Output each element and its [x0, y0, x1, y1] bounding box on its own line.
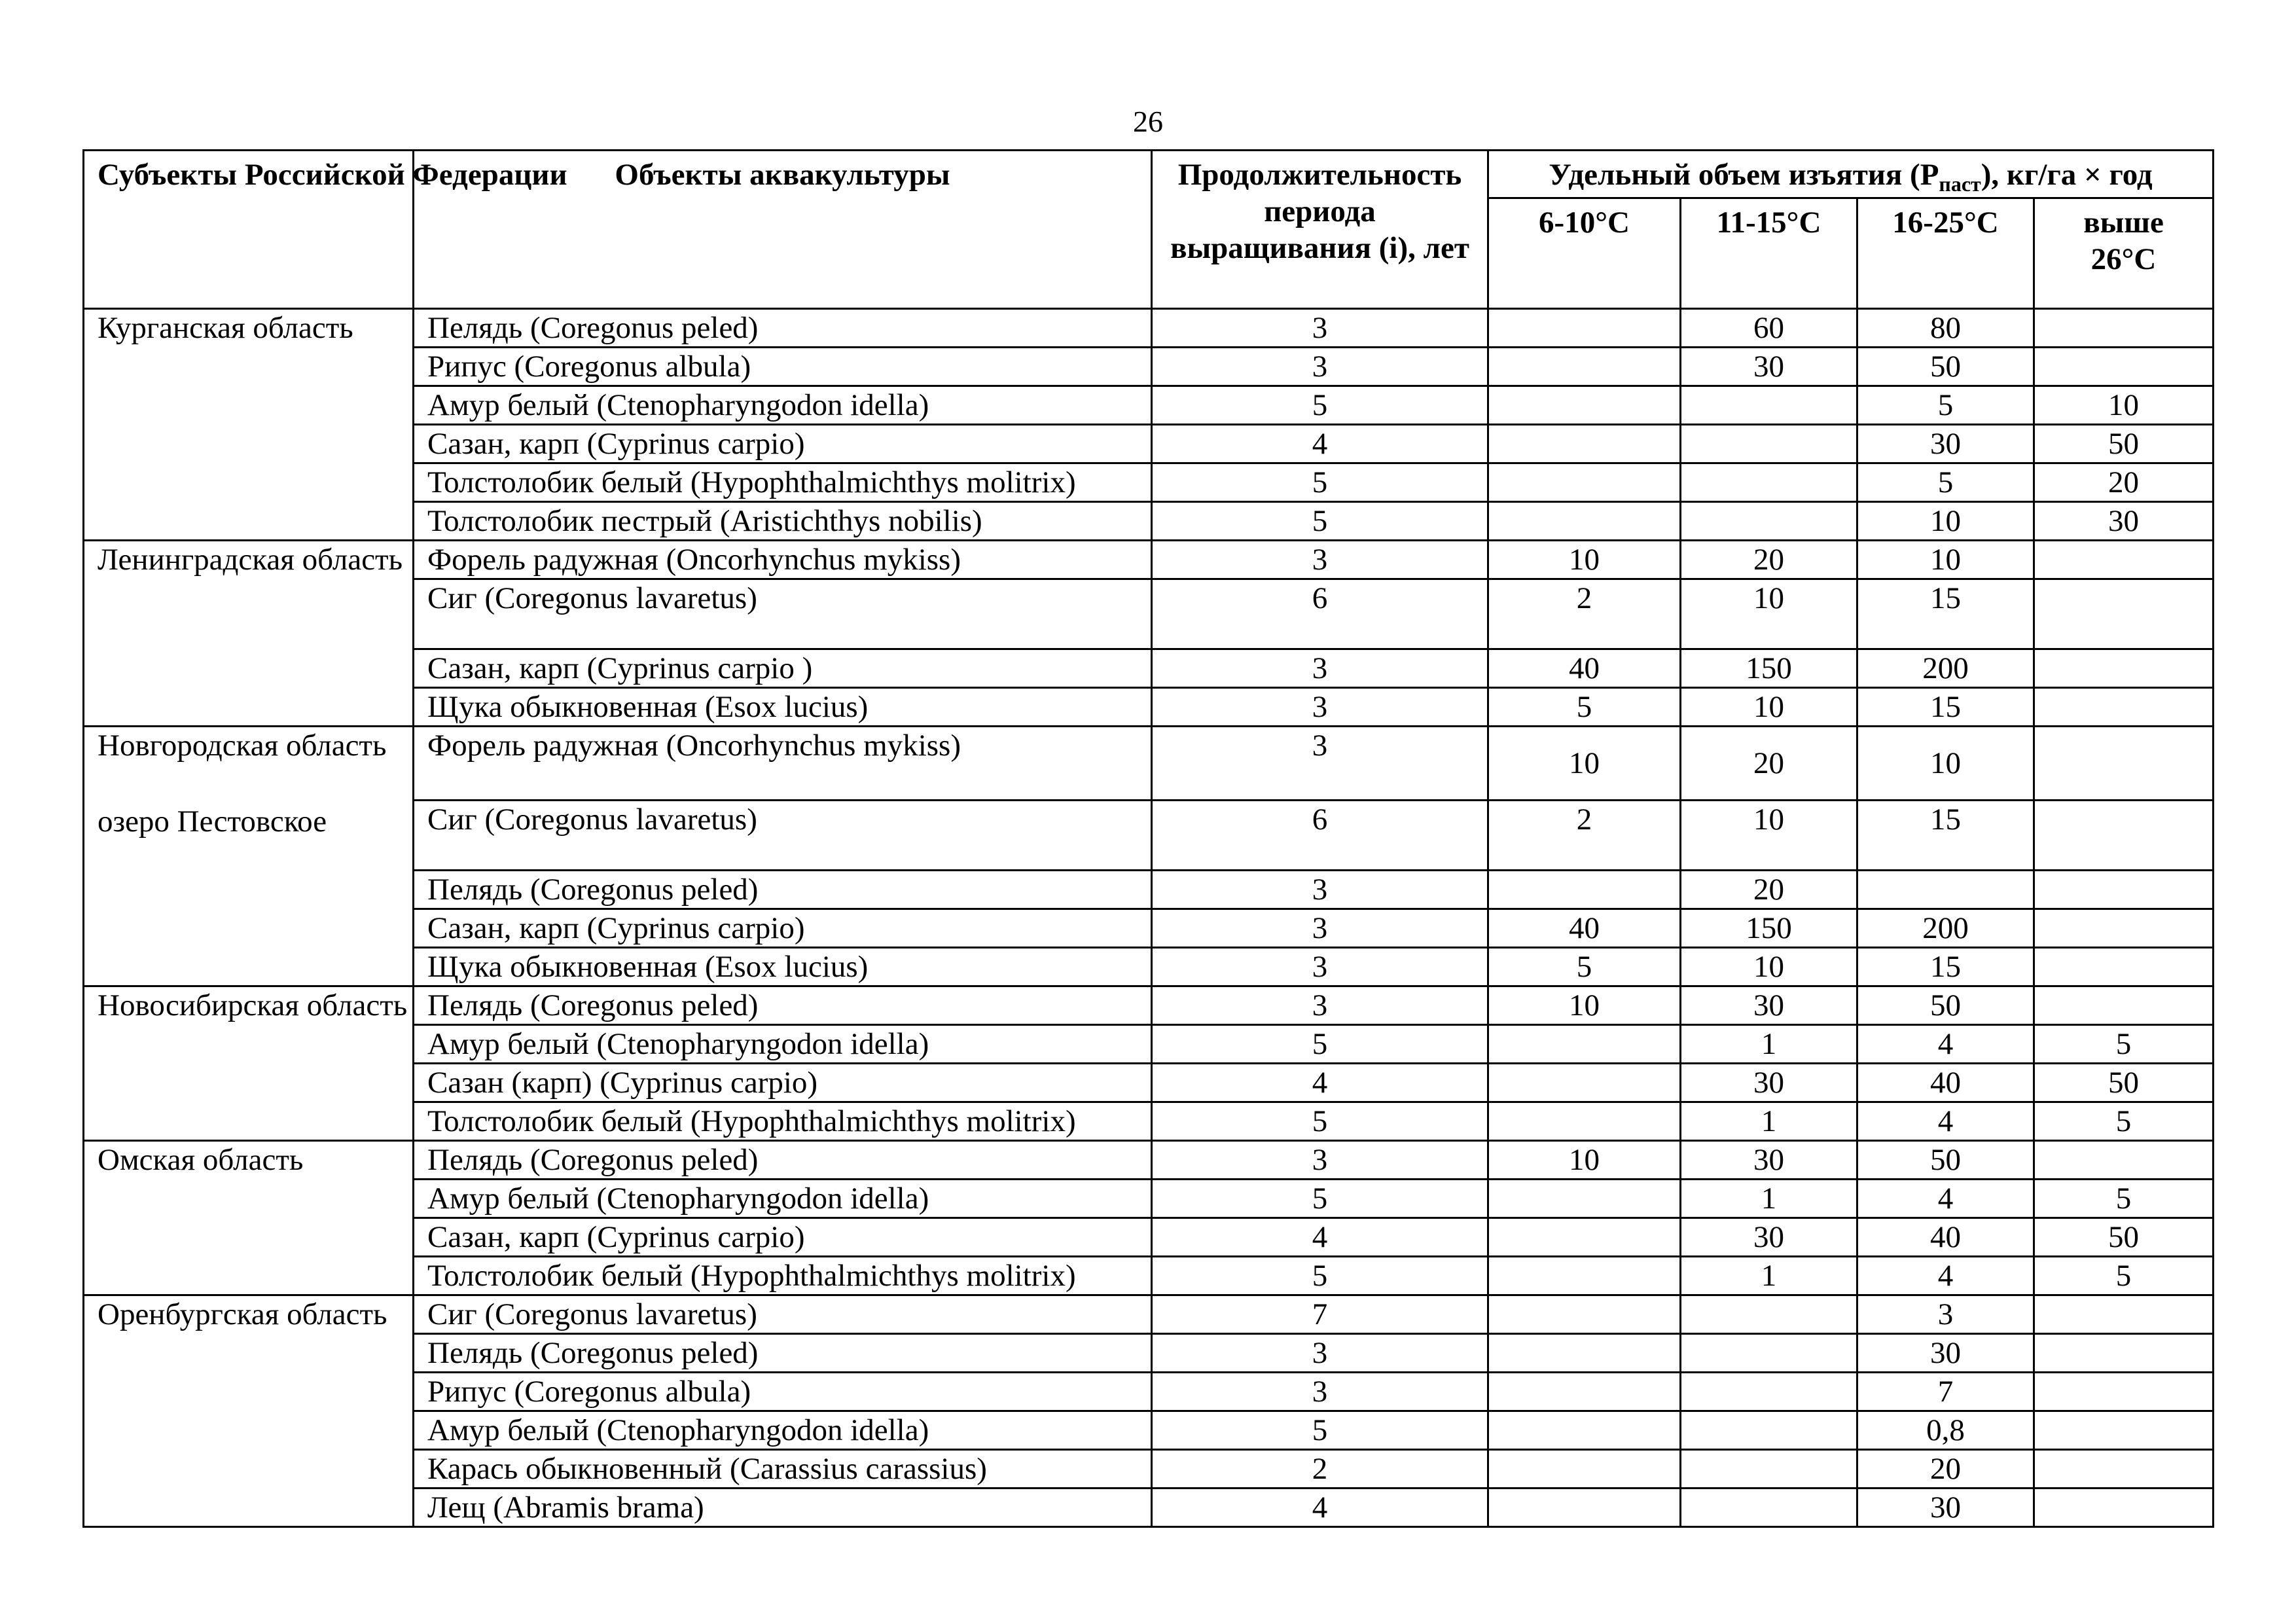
- object-cell: Толстолобик белый (Hypophthalmichthys molitrix): [414, 1102, 1152, 1141]
- t4-cell: [2034, 1450, 2214, 1489]
- period-cell: 3: [1152, 541, 1488, 579]
- t1-cell: [1488, 386, 1681, 425]
- t3-cell: 40: [1857, 1218, 2034, 1257]
- t2-cell: [1681, 1489, 1857, 1527]
- object-cell: Пелядь (Coregonus peled): [414, 871, 1152, 909]
- t2-cell: 60: [1681, 309, 1857, 348]
- t4-cell: [2034, 948, 2214, 986]
- t4-cell: [2034, 801, 2214, 871]
- t4-cell: [2034, 1141, 2214, 1180]
- table-row: [84, 541, 2214, 579]
- period-cell: 4: [1152, 1489, 1488, 1527]
- t1-cell: 40: [1488, 909, 1681, 948]
- period-cell: 3: [1152, 309, 1488, 348]
- t1-cell: [1488, 1450, 1681, 1489]
- t1-cell: [1488, 871, 1681, 909]
- t1-cell: [1488, 1102, 1681, 1141]
- region-cell: Ленинградская область: [84, 541, 414, 727]
- object-cell: Форель радужная (Oncorhynchus mykiss): [414, 541, 1152, 579]
- t1-cell: 10: [1488, 727, 1681, 801]
- t1-cell: 40: [1488, 649, 1681, 688]
- region-cell: [84, 727, 414, 986]
- object-cell: Сиг (Coregonus lavaretus): [414, 579, 1152, 649]
- period-cell: 3: [1152, 649, 1488, 688]
- period-cell: 5: [1152, 386, 1488, 425]
- object-cell: Пелядь (Coregonus peled): [414, 986, 1152, 1025]
- period-cell: 3: [1152, 688, 1488, 727]
- t4-cell: [2034, 986, 2214, 1025]
- object-cell: Сиг (Coregonus lavaretus): [414, 801, 1152, 871]
- object-cell: Сазан, карп (Cyprinus carpio ): [414, 649, 1152, 688]
- header-object: Объекты аквакультуры: [414, 151, 1152, 309]
- t2-cell: [1681, 502, 1857, 541]
- t3-cell: 15: [1857, 579, 2034, 649]
- object-cell: Амур белый (Ctenopharyngodon idella): [414, 1180, 1152, 1218]
- t3-cell: 15: [1857, 948, 2034, 986]
- t2-cell: 30: [1681, 1218, 1857, 1257]
- t3-cell: 4: [1857, 1102, 2034, 1141]
- period-cell: 6: [1152, 579, 1488, 649]
- t4-cell: [2034, 1411, 2214, 1450]
- object-cell: Толстолобик пестрый (Aristichthys nobilis): [414, 502, 1152, 541]
- aquaculture-table: [82, 149, 2214, 1528]
- t3-cell: 4: [1857, 1180, 2034, 1218]
- header-temp-1: 6-10°С: [1488, 198, 1681, 309]
- header-group-title-post: ), кг/га × год: [1981, 158, 2153, 192]
- header-group-title-pre: Удельный объем изъятия (P: [1549, 158, 1939, 192]
- period-cell: 2: [1152, 1450, 1488, 1489]
- t3-cell: 10: [1857, 727, 2034, 801]
- period-cell: 5: [1152, 1180, 1488, 1218]
- t4-cell: [2034, 871, 2214, 909]
- t2-cell: 150: [1681, 649, 1857, 688]
- t4-cell: [2034, 1334, 2214, 1373]
- t1-cell: [1488, 1180, 1681, 1218]
- t3-cell: 10: [1857, 502, 2034, 541]
- t1-cell: 2: [1488, 579, 1681, 649]
- header-temp-4: выше 26°С: [2034, 198, 2214, 309]
- t1-cell: [1488, 1218, 1681, 1257]
- object-cell: Щука обыкновенная (Esox lucius): [414, 688, 1152, 727]
- table-row: [84, 309, 2214, 348]
- period-cell: 3: [1152, 1141, 1488, 1180]
- t2-cell: 150: [1681, 909, 1857, 948]
- t4-cell: [2034, 727, 2214, 801]
- t2-cell: 10: [1681, 688, 1857, 727]
- t4-cell: [2034, 579, 2214, 649]
- period-cell: 3: [1152, 871, 1488, 909]
- t2-cell: [1681, 386, 1857, 425]
- object-cell: Амур белый (Ctenopharyngodon idella): [414, 386, 1152, 425]
- t2-cell: 10: [1681, 948, 1857, 986]
- t4-cell: [2034, 541, 2214, 579]
- t2-cell: 20: [1681, 727, 1857, 801]
- t1-cell: [1488, 1334, 1681, 1373]
- t1-cell: [1488, 1411, 1681, 1450]
- region-cell: Курганская область: [84, 309, 414, 541]
- t4-cell: [2034, 348, 2214, 386]
- t2-cell: [1681, 1373, 1857, 1411]
- t3-cell: 30: [1857, 425, 2034, 463]
- region-cell: Оренбургская область: [84, 1295, 414, 1527]
- t1-cell: [1488, 502, 1681, 541]
- period-cell: 3: [1152, 348, 1488, 386]
- t3-cell: 50: [1857, 348, 2034, 386]
- t3-cell: 50: [1857, 1141, 2034, 1180]
- header-group-title: [1488, 151, 2214, 198]
- t3-cell: 4: [1857, 1257, 2034, 1295]
- header-row: [84, 151, 2214, 198]
- t4-cell: [2034, 649, 2214, 688]
- object-cell: Сиг (Coregonus lavaretus): [414, 1295, 1152, 1334]
- t3-cell: 3: [1857, 1295, 2034, 1334]
- t1-cell: [1488, 1373, 1681, 1411]
- t1-cell: [1488, 425, 1681, 463]
- period-cell: 4: [1152, 1218, 1488, 1257]
- header-temp-2: 11-15°С: [1681, 198, 1857, 309]
- t3-cell: 15: [1857, 688, 2034, 727]
- t3-cell: 0,8: [1857, 1411, 2034, 1450]
- t4-cell: 50: [2034, 1064, 2214, 1102]
- header-period: Продолжительность периода выращивания (i), лет: [1152, 151, 1488, 309]
- t3-cell: 50: [1857, 986, 2034, 1025]
- t2-cell: 1: [1681, 1102, 1857, 1141]
- t2-cell: 10: [1681, 801, 1857, 871]
- object-cell: Щука обыкновенная (Esox lucius): [414, 948, 1152, 986]
- t3-cell: 10: [1857, 541, 2034, 579]
- t4-cell: [2034, 909, 2214, 948]
- table-row: [84, 1141, 2214, 1180]
- period-cell: 3: [1152, 948, 1488, 986]
- object-cell: Пелядь (Coregonus peled): [414, 1334, 1152, 1373]
- t1-cell: 2: [1488, 801, 1681, 871]
- t2-cell: [1681, 1295, 1857, 1334]
- t2-cell: 30: [1681, 348, 1857, 386]
- object-cell: Сазан, карп (Cyprinus carpio): [414, 1218, 1152, 1257]
- t3-cell: 80: [1857, 309, 2034, 348]
- t2-cell: 10: [1681, 579, 1857, 649]
- t1-cell: 5: [1488, 688, 1681, 727]
- period-cell: 6: [1152, 801, 1488, 871]
- t4-cell: 50: [2034, 1218, 2214, 1257]
- t1-cell: 10: [1488, 986, 1681, 1025]
- table-row: [84, 986, 2214, 1025]
- t2-cell: 30: [1681, 1064, 1857, 1102]
- t4-cell: [2034, 309, 2214, 348]
- t2-cell: 1: [1681, 1180, 1857, 1218]
- period-cell: 5: [1152, 1102, 1488, 1141]
- object-cell: Пелядь (Coregonus peled): [414, 1141, 1152, 1180]
- t1-cell: 10: [1488, 1141, 1681, 1180]
- t1-cell: [1488, 1064, 1681, 1102]
- t2-cell: 1: [1681, 1257, 1857, 1295]
- t3-cell: 20: [1857, 1450, 2034, 1489]
- t4-cell: [2034, 1489, 2214, 1527]
- region-subname: озеро Пестовское: [98, 804, 327, 839]
- object-cell: Толстолобик белый (Hypophthalmichthys molitrix): [414, 1257, 1152, 1295]
- period-cell: 5: [1152, 1257, 1488, 1295]
- t1-cell: [1488, 1257, 1681, 1295]
- t2-cell: 30: [1681, 1141, 1857, 1180]
- table-row: [84, 1295, 2214, 1334]
- object-cell: Лещ (Abramis brama): [414, 1489, 1152, 1527]
- object-cell: Сазан, карп (Cyprinus carpio): [414, 425, 1152, 463]
- t2-cell: 1: [1681, 1025, 1857, 1064]
- t4-cell: [2034, 688, 2214, 727]
- period-cell: 5: [1152, 502, 1488, 541]
- period-cell: 3: [1152, 727, 1488, 801]
- t2-cell: 30: [1681, 986, 1857, 1025]
- t4-cell: 5: [2034, 1102, 2214, 1141]
- t1-cell: [1488, 1295, 1681, 1334]
- t4-cell: 20: [2034, 463, 2214, 502]
- object-cell: Амур белый (Ctenopharyngodon idella): [414, 1411, 1152, 1450]
- t3-cell: [1857, 871, 2034, 909]
- t4-cell: 50: [2034, 425, 2214, 463]
- period-cell: 4: [1152, 1064, 1488, 1102]
- t3-cell: 5: [1857, 386, 2034, 425]
- t1-cell: [1488, 309, 1681, 348]
- t4-cell: [2034, 1295, 2214, 1334]
- t4-cell: 5: [2034, 1025, 2214, 1064]
- t1-cell: [1488, 463, 1681, 502]
- header-temp-3: 16-25°С: [1857, 198, 2034, 309]
- region-cell: Омская область: [84, 1141, 414, 1295]
- t2-cell: [1681, 425, 1857, 463]
- t3-cell: 200: [1857, 909, 2034, 948]
- object-cell: Рипус (Coregonus albula): [414, 348, 1152, 386]
- object-cell: Рипус (Coregonus albula): [414, 1373, 1152, 1411]
- t2-cell: [1681, 1450, 1857, 1489]
- t4-cell: [2034, 1373, 2214, 1411]
- period-cell: 5: [1152, 463, 1488, 502]
- period-cell: 4: [1152, 425, 1488, 463]
- t3-cell: 7: [1857, 1373, 2034, 1411]
- t2-cell: [1681, 463, 1857, 502]
- object-cell: Сазан, карп (Cyprinus carpio): [414, 909, 1152, 948]
- t3-cell: 40: [1857, 1064, 2034, 1102]
- t4-cell: 5: [2034, 1180, 2214, 1218]
- header-region: Субъекты Российской Федерации: [84, 151, 414, 309]
- t2-cell: [1681, 1334, 1857, 1373]
- object-cell: Пелядь (Coregonus peled): [414, 309, 1152, 348]
- object-cell: Сазан (карп) (Cyprinus carpio): [414, 1064, 1152, 1102]
- t4-cell: 5: [2034, 1257, 2214, 1295]
- period-cell: 3: [1152, 909, 1488, 948]
- object-cell: Амур белый (Ctenopharyngodon idella): [414, 1025, 1152, 1064]
- period-cell: 7: [1152, 1295, 1488, 1334]
- t1-cell: [1488, 1489, 1681, 1527]
- region-name: Новгородская область: [98, 729, 387, 763]
- object-cell: Форель радужная (Oncorhynchus mykiss): [414, 727, 1152, 801]
- t3-cell: 30: [1857, 1489, 2034, 1527]
- t4-cell: 30: [2034, 502, 2214, 541]
- table-row: [84, 727, 2214, 801]
- t3-cell: 4: [1857, 1025, 2034, 1064]
- t1-cell: 10: [1488, 541, 1681, 579]
- page-number: 26: [1133, 105, 1163, 138]
- t3-cell: 5: [1857, 463, 2034, 502]
- period-cell: 3: [1152, 986, 1488, 1025]
- object-cell: Толстолобик белый (Hypophthalmichthys molitrix): [414, 463, 1152, 502]
- period-cell: 3: [1152, 1334, 1488, 1373]
- t3-cell: 30: [1857, 1334, 2034, 1373]
- t1-cell: [1488, 348, 1681, 386]
- period-cell: 5: [1152, 1025, 1488, 1064]
- t2-cell: 20: [1681, 541, 1857, 579]
- period-cell: 3: [1152, 1373, 1488, 1411]
- t3-cell: 15: [1857, 801, 2034, 871]
- object-cell: Карась обыкновенный (Carassius carassius): [414, 1450, 1152, 1489]
- t2-cell: [1681, 1411, 1857, 1450]
- header-group-title-sub: паст: [1939, 172, 1981, 196]
- t1-cell: [1488, 1025, 1681, 1064]
- region-cell: Новосибирская область: [84, 986, 414, 1141]
- t4-cell: 10: [2034, 386, 2214, 425]
- t2-cell: 20: [1681, 871, 1857, 909]
- t3-cell: 200: [1857, 649, 2034, 688]
- t1-cell: 5: [1488, 948, 1681, 986]
- period-cell: 5: [1152, 1411, 1488, 1450]
